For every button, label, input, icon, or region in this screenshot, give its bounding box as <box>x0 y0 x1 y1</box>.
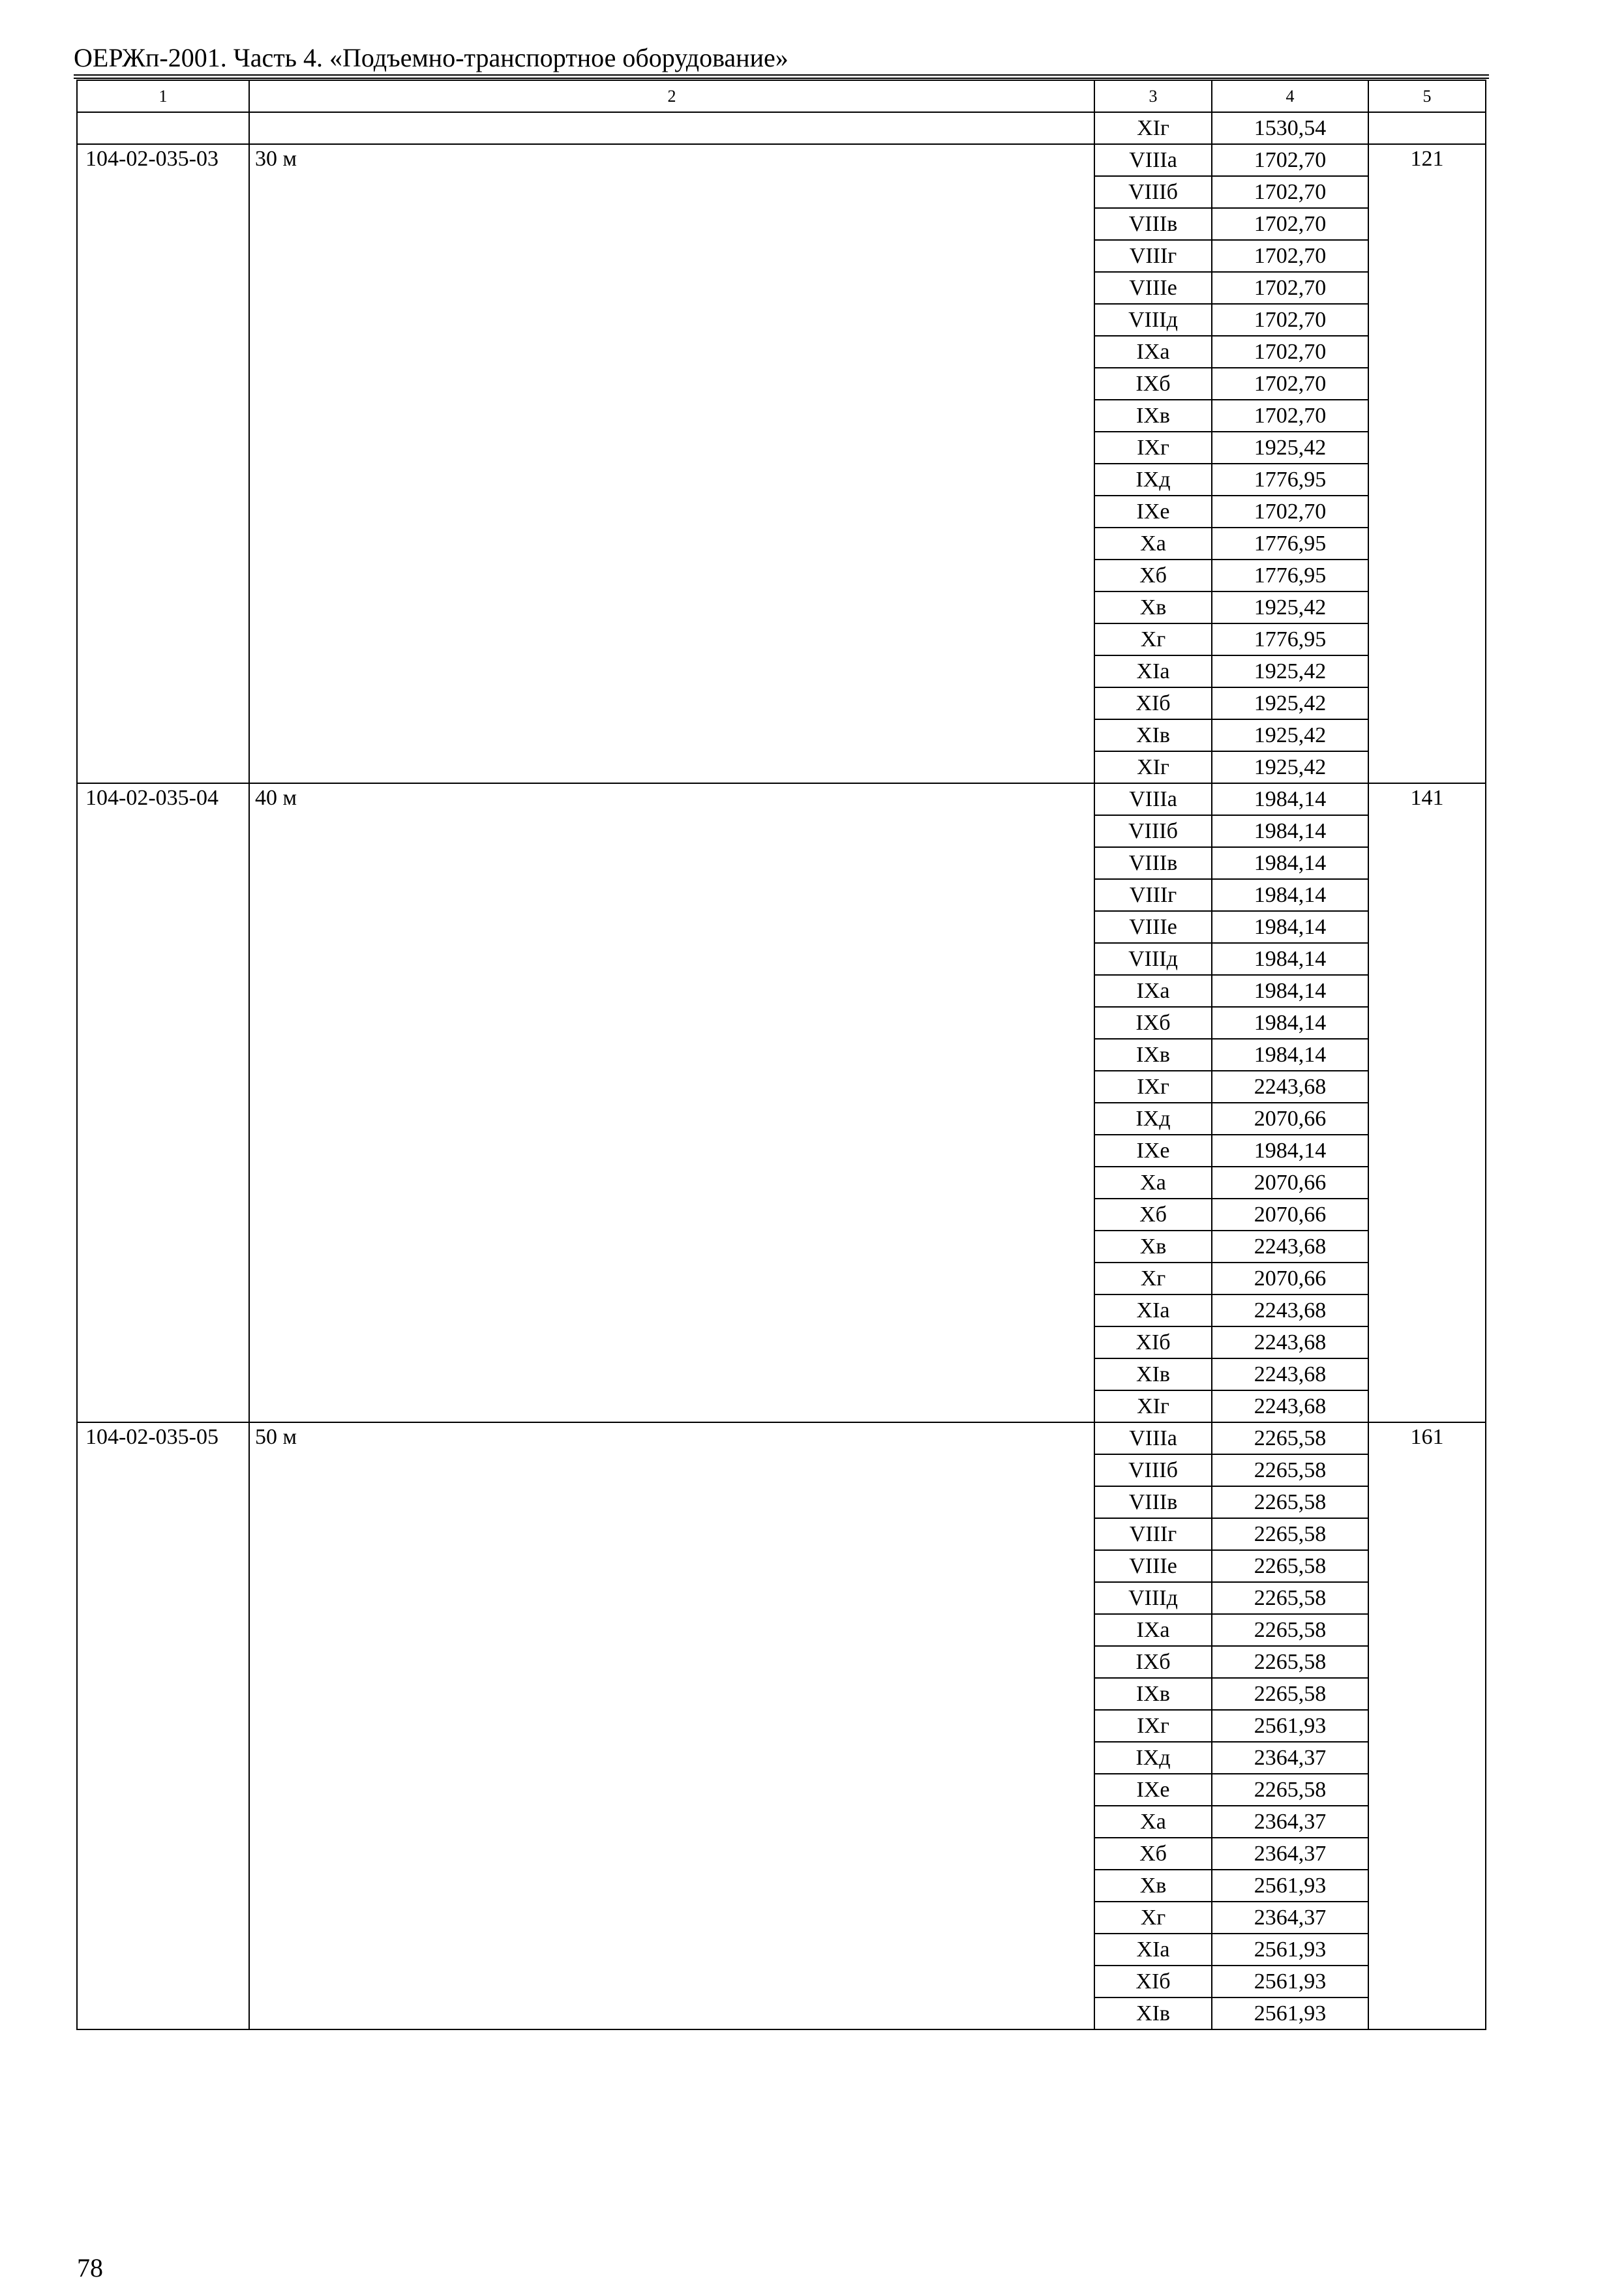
category-cell: XIб <box>1094 1326 1212 1358</box>
item-name-cell <box>249 112 1094 144</box>
category-cell: XIв <box>1094 1997 1212 2029</box>
category-cell: IXе <box>1094 1774 1212 1806</box>
price-cell: 2265,58 <box>1212 1774 1368 1806</box>
price-cell: 2561,93 <box>1212 1710 1368 1742</box>
price-cell: 2070,66 <box>1212 1199 1368 1231</box>
category-cell: Xв <box>1094 1231 1212 1263</box>
table-row <box>77 1422 1486 1454</box>
category-cell: Xб <box>1094 560 1212 591</box>
price-cell: 1984,14 <box>1212 1135 1368 1167</box>
price-cell: 1702,70 <box>1212 272 1368 304</box>
category-cell: IXе <box>1094 1135 1212 1167</box>
item-code-cell <box>77 112 249 144</box>
price-cell: 2561,93 <box>1212 1997 1368 2029</box>
price-cell: 2070,66 <box>1212 1167 1368 1199</box>
quantity-cell: 161 <box>1368 1422 1486 2029</box>
price-cell: 1925,42 <box>1212 719 1368 751</box>
category-cell: XIг <box>1094 1390 1212 1422</box>
price-cell: 1925,42 <box>1212 751 1368 783</box>
category-cell: Xа <box>1094 528 1212 560</box>
category-cell: XIа <box>1094 1294 1212 1326</box>
category-cell: Xг <box>1094 1263 1212 1294</box>
quantity-cell: 121 <box>1368 144 1486 783</box>
category-cell: IXд <box>1094 1103 1212 1135</box>
table-body <box>77 112 1486 2029</box>
category-cell: IXд <box>1094 1742 1212 1774</box>
category-cell: XIб <box>1094 1966 1212 1997</box>
category-cell: IXе <box>1094 496 1212 528</box>
price-cell: 2070,66 <box>1212 1103 1368 1135</box>
price-cell: 2265,58 <box>1212 1422 1368 1454</box>
category-cell: Xг <box>1094 1902 1212 1934</box>
category-cell: VIIIа <box>1094 144 1212 176</box>
price-cell: 2265,58 <box>1212 1518 1368 1550</box>
item-name-cell: 40 м <box>249 783 1094 1422</box>
category-cell: VIIIе <box>1094 911 1212 943</box>
price-table <box>76 80 1486 2030</box>
category-cell: IXб <box>1094 1007 1212 1039</box>
price-cell: 1702,70 <box>1212 176 1368 208</box>
item-name-cell: 50 м <box>249 1422 1094 2029</box>
category-cell: VIIIд <box>1094 1582 1212 1614</box>
category-cell: VIIIе <box>1094 272 1212 304</box>
price-cell: 1702,70 <box>1212 336 1368 368</box>
column-header-1: 1 <box>77 80 249 112</box>
price-cell: 2265,58 <box>1212 1486 1368 1518</box>
price-cell: 2265,58 <box>1212 1614 1368 1646</box>
category-cell: XIб <box>1094 687 1212 719</box>
category-cell: VIIIб <box>1094 815 1212 847</box>
page-number: 78 <box>77 2253 103 2282</box>
category-cell: XIг <box>1094 112 1212 144</box>
column-header-3: 3 <box>1094 80 1212 112</box>
price-cell: 1984,14 <box>1212 943 1368 975</box>
price-cell: 1925,42 <box>1212 591 1368 623</box>
category-cell: Xа <box>1094 1167 1212 1199</box>
price-cell: 1702,70 <box>1212 368 1368 400</box>
category-cell: IXа <box>1094 1614 1212 1646</box>
price-cell: 1984,14 <box>1212 911 1368 943</box>
category-cell: Xб <box>1094 1838 1212 1870</box>
item-code-cell: 104-02-035-03 <box>77 144 249 783</box>
category-cell: VIIIд <box>1094 304 1212 336</box>
category-cell: XIг <box>1094 751 1212 783</box>
price-cell: 2265,58 <box>1212 1550 1368 1582</box>
category-cell: VIIIб <box>1094 176 1212 208</box>
price-cell: 2243,68 <box>1212 1326 1368 1358</box>
category-cell: VIIIб <box>1094 1454 1212 1486</box>
category-cell: IXг <box>1094 1710 1212 1742</box>
price-cell: 1702,70 <box>1212 496 1368 528</box>
category-cell: IXг <box>1094 432 1212 464</box>
price-cell: 2243,68 <box>1212 1358 1368 1390</box>
price-cell: 2265,58 <box>1212 1454 1368 1486</box>
category-cell: VIIIа <box>1094 1422 1212 1454</box>
category-cell: IXб <box>1094 1646 1212 1678</box>
category-cell: VIIIг <box>1094 879 1212 911</box>
price-cell: 1925,42 <box>1212 687 1368 719</box>
category-cell: VIIIв <box>1094 1486 1212 1518</box>
category-cell: Xв <box>1094 1870 1212 1902</box>
price-cell: 1702,70 <box>1212 304 1368 336</box>
category-cell: Xа <box>1094 1806 1212 1838</box>
quantity-cell <box>1368 112 1486 144</box>
price-cell: 1984,14 <box>1212 1039 1368 1071</box>
price-cell: 1925,42 <box>1212 655 1368 687</box>
category-cell: IXб <box>1094 368 1212 400</box>
category-cell: VIIIг <box>1094 240 1212 272</box>
column-header-2: 2 <box>249 80 1094 112</box>
category-cell: IXв <box>1094 1039 1212 1071</box>
document-title: ОЕРЖп-2001. Часть 4. «Подъемно-транспортное оборудование» <box>74 43 789 72</box>
price-cell: 1984,14 <box>1212 783 1368 815</box>
price-cell: 1984,14 <box>1212 815 1368 847</box>
page-header <box>74 42 1489 76</box>
price-cell: 1702,70 <box>1212 240 1368 272</box>
price-cell: 2364,37 <box>1212 1838 1368 1870</box>
column-header-5: 5 <box>1368 80 1486 112</box>
price-cell: 1984,14 <box>1212 847 1368 879</box>
price-cell: 1984,14 <box>1212 1007 1368 1039</box>
category-cell: Xв <box>1094 591 1212 623</box>
category-cell: Xб <box>1094 1199 1212 1231</box>
price-cell: 2364,37 <box>1212 1742 1368 1774</box>
quantity-cell: 141 <box>1368 783 1486 1422</box>
price-cell: 1984,14 <box>1212 975 1368 1007</box>
price-cell: 2561,93 <box>1212 1934 1368 1966</box>
category-cell: IXд <box>1094 464 1212 496</box>
category-cell: IXг <box>1094 1071 1212 1103</box>
price-cell: 1776,95 <box>1212 560 1368 591</box>
category-cell: Xг <box>1094 623 1212 655</box>
price-cell: 2243,68 <box>1212 1071 1368 1103</box>
price-cell: 2265,58 <box>1212 1646 1368 1678</box>
price-cell: 1925,42 <box>1212 432 1368 464</box>
item-code-cell: 104-02-035-04 <box>77 783 249 1422</box>
price-cell: 1702,70 <box>1212 144 1368 176</box>
category-cell: VIIIг <box>1094 1518 1212 1550</box>
category-cell: VIIIе <box>1094 1550 1212 1582</box>
price-cell: 1776,95 <box>1212 464 1368 496</box>
category-cell: XIа <box>1094 1934 1212 1966</box>
category-cell: XIа <box>1094 655 1212 687</box>
price-cell: 2364,37 <box>1212 1806 1368 1838</box>
price-cell: 2364,37 <box>1212 1902 1368 1934</box>
price-cell: 2265,58 <box>1212 1678 1368 1710</box>
price-cell: 2070,66 <box>1212 1263 1368 1294</box>
price-cell: 2561,93 <box>1212 1966 1368 1997</box>
price-cell: 2243,68 <box>1212 1294 1368 1326</box>
price-cell: 1702,70 <box>1212 400 1368 432</box>
column-header-4: 4 <box>1212 80 1368 112</box>
table-row <box>77 783 1486 815</box>
price-cell: 1984,14 <box>1212 879 1368 911</box>
category-cell: VIIIд <box>1094 943 1212 975</box>
price-cell: 2243,68 <box>1212 1390 1368 1422</box>
category-cell: VIIIв <box>1094 208 1212 240</box>
price-cell: 1776,95 <box>1212 528 1368 560</box>
item-code-cell: 104-02-035-05 <box>77 1422 249 2029</box>
column-number-row <box>77 80 1486 112</box>
price-cell: 1530,54 <box>1212 112 1368 144</box>
price-cell: 1776,95 <box>1212 623 1368 655</box>
category-cell: XIв <box>1094 719 1212 751</box>
price-cell: 2561,93 <box>1212 1870 1368 1902</box>
price-cell: 2265,58 <box>1212 1582 1368 1614</box>
category-cell: VIIIа <box>1094 783 1212 815</box>
category-cell: IXа <box>1094 975 1212 1007</box>
item-name-cell: 30 м <box>249 144 1094 783</box>
category-cell: IXв <box>1094 400 1212 432</box>
category-cell: IXв <box>1094 1678 1212 1710</box>
category-cell: IXа <box>1094 336 1212 368</box>
category-cell: XIв <box>1094 1358 1212 1390</box>
price-cell: 2243,68 <box>1212 1231 1368 1263</box>
price-cell: 1702,70 <box>1212 208 1368 240</box>
category-cell: VIIIв <box>1094 847 1212 879</box>
table-row <box>77 112 1486 144</box>
table-row <box>77 144 1486 176</box>
